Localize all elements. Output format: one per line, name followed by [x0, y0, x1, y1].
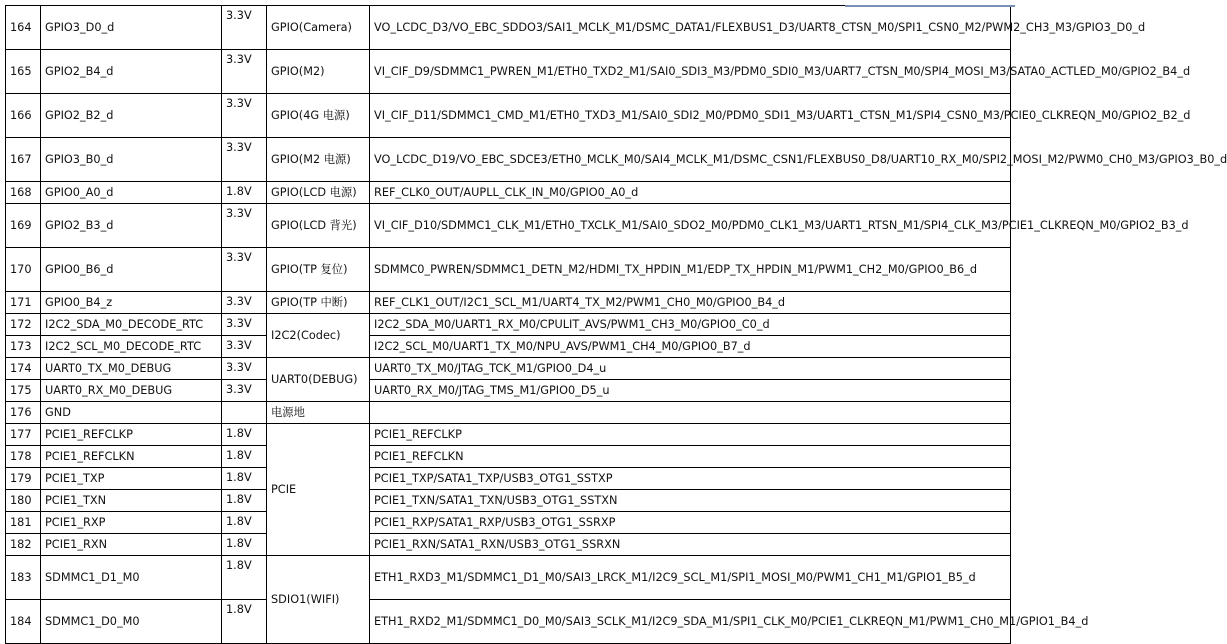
pin-function: UART0(DEBUG) — [267, 358, 370, 402]
table-row — [6, 50, 1011, 94]
table-row — [6, 490, 1011, 512]
pin-number: 171 — [6, 292, 41, 314]
pin-name: GPIO0_B6_d — [41, 248, 222, 292]
pin-name: GPIO3_B0_d — [41, 138, 222, 182]
pin-name: UART0_RX_M0_DEBUG — [41, 380, 222, 402]
pin-mux: I2C2_SDA_M0/UART1_RX_M0/CPULIT_AVS/PWM1_CH3_M0/GPIO0_C0_d — [370, 314, 1011, 336]
table-row — [6, 534, 1011, 556]
pin-voltage: 3.3V — [222, 336, 267, 358]
pin-voltage: 3.3V — [222, 380, 267, 402]
pin-name: PCIE1_REFCLKN — [41, 446, 222, 468]
pin-voltage: 1.8V — [222, 600, 267, 644]
pin-number: 167 — [6, 138, 41, 182]
pin-name: I2C2_SDA_M0_DECODE_RTC — [41, 314, 222, 336]
pin-mux: PCIE1_REFCLKN — [370, 446, 1011, 468]
pin-mux: PCIE1_RXP/SATA1_RXP/USB3_OTG1_SSRXP — [370, 512, 1011, 534]
pin-name: SDMMC1_D0_M0 — [41, 600, 222, 644]
pin-voltage: 1.8V — [222, 182, 267, 204]
table-row — [6, 94, 1011, 138]
table-row — [6, 380, 1011, 402]
pin-name: GPIO0_B4_z — [41, 292, 222, 314]
pin-voltage: 1.8V — [222, 468, 267, 490]
pin-number: 174 — [6, 358, 41, 380]
pin-name: PCIE1_TXN — [41, 490, 222, 512]
pin-mux: PCIE1_TXN/SATA1_TXN/USB3_OTG1_SSTXN — [370, 490, 1011, 512]
pin-voltage: 3.3V — [222, 292, 267, 314]
pin-number: 184 — [6, 600, 41, 644]
pin-mux: SDMMC0_PWREN/SDMMC1_DETN_M2/HDMI_TX_HPDIN_M1/EDP_TX_HPDIN_M1/PWM1_CH2_M0/GPIO0_B6_d — [370, 248, 1011, 292]
pin-voltage: 1.8V — [222, 556, 267, 600]
pin-voltage: 3.3V — [222, 248, 267, 292]
pin-voltage: 3.3V — [222, 6, 267, 50]
pin-function: 电源地 — [267, 402, 370, 424]
pin-function: I2C2(Codec) — [267, 314, 370, 358]
pin-function: GPIO(M2) — [267, 50, 370, 94]
pin-mux: REF_CLK0_OUT/AUPLL_CLK_IN_M0/GPIO0_A0_d — [370, 182, 1011, 204]
table-row — [6, 512, 1011, 534]
pin-number: 183 — [6, 556, 41, 600]
pin-number: 172 — [6, 314, 41, 336]
table-row — [6, 358, 1011, 380]
pin-mux: PCIE1_RXN/SATA1_RXN/USB3_OTG1_SSRXN — [370, 534, 1011, 556]
pin-number: 168 — [6, 182, 41, 204]
pin-mux: UART0_RX_M0/JTAG_TMS_M1/GPIO0_D5_u — [370, 380, 1011, 402]
pin-mux — [370, 402, 1011, 424]
pin-number: 180 — [6, 490, 41, 512]
pin-mux: VI_CIF_D9/SDMMC1_PWREN_M1/ETH0_TXD2_M1/SAI0_SDI3_M3/PDM0_SDI0_M3/UART7_CTSN_M0/SPI4_MOSI_M3/SATA0_ACTLED_M0/GPIO2_B4_d — [370, 50, 1011, 94]
pin-number: 181 — [6, 512, 41, 534]
pin-function: GPIO(TP 复位) — [267, 248, 370, 292]
pin-voltage — [222, 402, 267, 424]
pin-name: GPIO2_B4_d — [41, 50, 222, 94]
pin-number: 169 — [6, 204, 41, 248]
pin-name: GPIO2_B2_d — [41, 94, 222, 138]
pin-mux: VO_LCDC_D19/VO_EBC_SDCE3/ETH0_MCLK_M0/SAI4_MCLK_M1/DSMC_CSN1/FLEXBUS0_D8/UART10_RX_M0/SPI2_MOSI_M2/PWM0_CH0_M3/GPIO3_B0_d — [370, 138, 1011, 182]
pin-number: 173 — [6, 336, 41, 358]
table-row — [6, 556, 1011, 600]
pin-name: GPIO0_A0_d — [41, 182, 222, 204]
pin-mux: PCIE1_REFCLKP — [370, 424, 1011, 446]
pin-name: GPIO3_D0_d — [41, 6, 222, 50]
table-row — [6, 446, 1011, 468]
table-row — [6, 204, 1011, 248]
pin-voltage: 1.8V — [222, 512, 267, 534]
table-row — [6, 6, 1011, 50]
pin-number: 164 — [6, 6, 41, 50]
pin-voltage: 1.8V — [222, 424, 267, 446]
pin-mux: I2C2_SCL_M0/UART1_TX_M0/NPU_AVS/PWM1_CH4_M0/GPIO0_B7_d — [370, 336, 1011, 358]
pin-mux: VO_LCDC_D3/VO_EBC_SDDO3/SAI1_MCLK_M1/DSMC_DATA1/FLEXBUS1_D3/UART8_CTSN_M0/SPI1_CSN0_M2/PWM2_CH3_M3/GPIO3_D0_d — [370, 6, 1011, 50]
pin-number: 179 — [6, 468, 41, 490]
pin-number: 166 — [6, 94, 41, 138]
table-row — [6, 600, 1011, 644]
pin-mux: ETH1_RXD3_M1/SDMMC1_D1_M0/SAI3_LRCK_M1/I2C9_SCL_M1/SPI1_MOSI_M0/PWM1_CH1_M1/GPIO1_B5_d — [370, 556, 1011, 600]
pin-name: PCIE1_RXN — [41, 534, 222, 556]
pin-name: GPIO2_B3_d — [41, 204, 222, 248]
pin-voltage: 3.3V — [222, 204, 267, 248]
table-row — [6, 314, 1011, 336]
pin-mux: VI_CIF_D10/SDMMC1_CLK_M1/ETH0_TXCLK_M1/SAI0_SDO2_M0/PDM0_CLK1_M3/UART1_RTSN_M1/SPI4_CLK_M3/PCIE1_CLKREQN_M0/GPIO2_B3_d — [370, 204, 1011, 248]
pin-number: 165 — [6, 50, 41, 94]
pin-name: PCIE1_RXP — [41, 512, 222, 534]
pin-name: PCIE1_REFCLKP — [41, 424, 222, 446]
pin-function: GPIO(4G 电源) — [267, 94, 370, 138]
pin-voltage: 1.8V — [222, 534, 267, 556]
pin-name: PCIE1_TXP — [41, 468, 222, 490]
pin-table — [5, 5, 1227, 644]
pin-voltage: 3.3V — [222, 50, 267, 94]
pin-mux: VI_CIF_D11/SDMMC1_CMD_M1/ETH0_TXD3_M1/SAI0_SDI2_M0/PDM0_SDI1_M3/UART1_CTSN_M1/SPI4_CSN0_M3/PCIE0_CLKREQN_M0/GPIO2_B2_d — [370, 94, 1011, 138]
pin-voltage: 3.3V — [222, 358, 267, 380]
pin-mux: UART0_TX_M0/JTAG_TCK_M1/GPIO0_D4_u — [370, 358, 1011, 380]
pin-name: I2C2_SCL_M0_DECODE_RTC — [41, 336, 222, 358]
table-row — [6, 424, 1011, 446]
pin-voltage: 3.3V — [222, 138, 267, 182]
pin-name: GND — [41, 402, 222, 424]
table-row — [6, 402, 1011, 424]
pin-number: 178 — [6, 446, 41, 468]
pin-function: GPIO(TP 中断) — [267, 292, 370, 314]
table-row — [6, 292, 1011, 314]
top-edge-line — [845, 5, 1015, 7]
pin-function: SDIO1(WIFI) — [267, 556, 370, 644]
pin-mux: PCIE1_TXP/SATA1_TXP/USB3_OTG1_SSTXP — [370, 468, 1011, 490]
pin-function: PCIE — [267, 424, 370, 556]
pin-name: SDMMC1_D1_M0 — [41, 556, 222, 600]
pin-number: 177 — [6, 424, 41, 446]
pin-voltage: 1.8V — [222, 446, 267, 468]
table-row — [6, 248, 1011, 292]
pin-mux: REF_CLK1_OUT/I2C1_SCL_M1/UART4_TX_M2/PWM1_CH0_M0/GPIO0_B4_d — [370, 292, 1011, 314]
table-row — [6, 336, 1011, 358]
pin-table-page — [5, 5, 1227, 644]
table-row — [6, 182, 1011, 204]
pin-voltage: 1.8V — [222, 490, 267, 512]
pin-number: 182 — [6, 534, 41, 556]
pin-function: GPIO(Camera) — [267, 6, 370, 50]
pin-number: 175 — [6, 380, 41, 402]
pin-function: GPIO(LCD 电源) — [267, 182, 370, 204]
pin-name: UART0_TX_M0_DEBUG — [41, 358, 222, 380]
table-row — [6, 138, 1011, 182]
table-row — [6, 468, 1011, 490]
pin-function: GPIO(M2 电源) — [267, 138, 370, 182]
pin-number: 176 — [6, 402, 41, 424]
pin-mux: ETH1_RXD2_M1/SDMMC1_D0_M0/SAI3_SCLK_M1/I2C9_SDA_M1/SPI1_CLK_M0/PCIE1_CLKREQN_M1/PWM1_CH0_M1/GPIO1_B4_d — [370, 600, 1011, 644]
pin-voltage: 3.3V — [222, 314, 267, 336]
pin-function: GPIO(LCD 背光) — [267, 204, 370, 248]
pin-voltage: 3.3V — [222, 94, 267, 138]
pin-number: 170 — [6, 248, 41, 292]
